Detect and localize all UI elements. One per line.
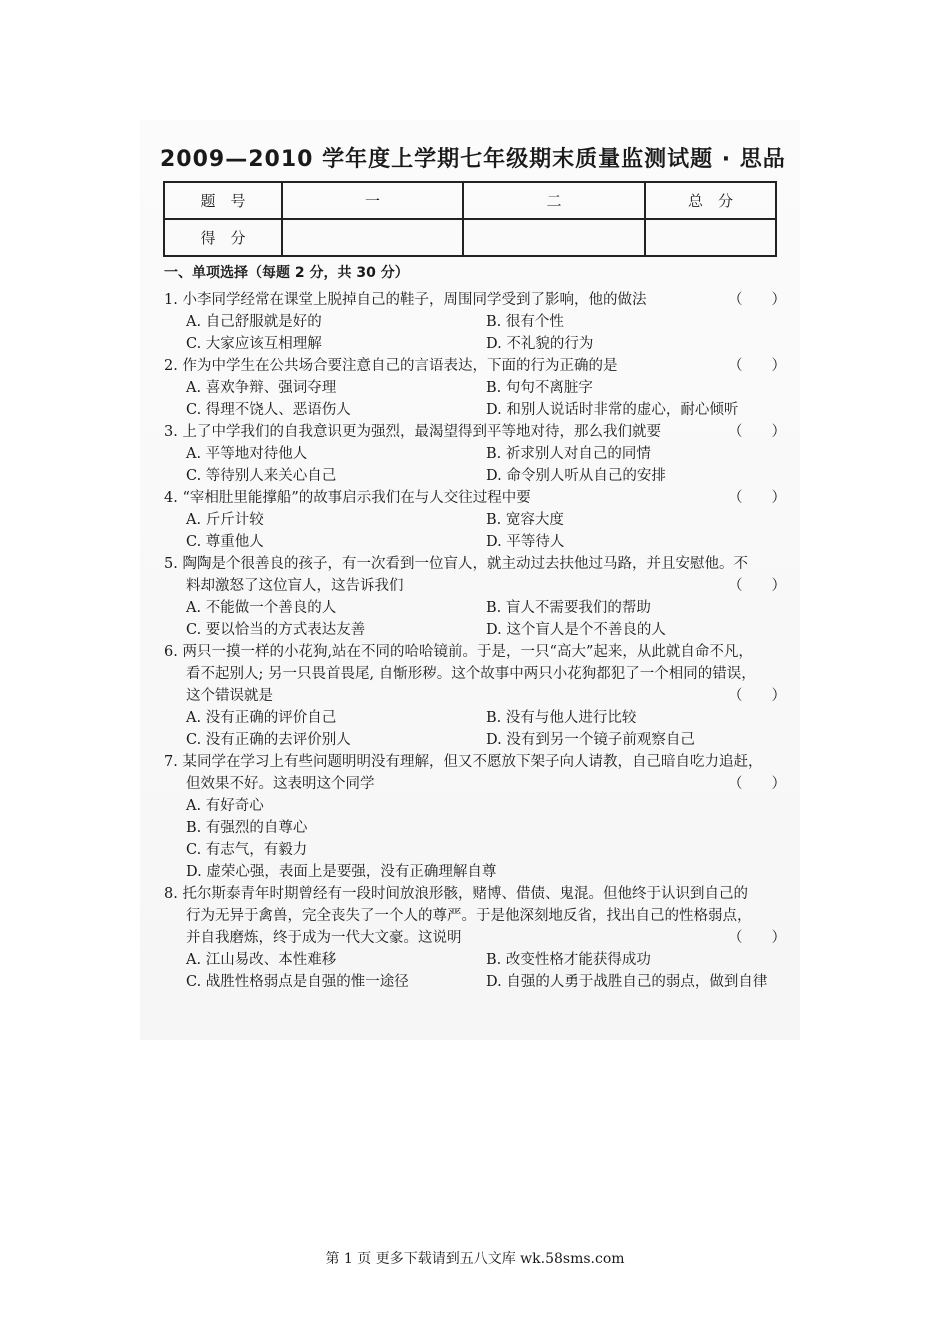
answer-blank[interactable]: （ ） <box>728 688 786 704</box>
question-stem: 但效果不好。这表明这个同学 <box>186 776 375 792</box>
answer-option: C. 等待别人来关心自己 <box>186 468 337 484</box>
score-table-score-row <box>164 219 776 256</box>
question-stem: 看不起别人; 另一只畏首畏尾, 自惭形秽。这个故事中两只小花狗都犯了一个相同的错误， <box>186 666 756 682</box>
answer-option: D. 和别人说话时非常的虚心，耐心倾听 <box>486 402 739 418</box>
answer-option: A. 有好奇心 <box>186 798 264 814</box>
answer-option: A. 自己舒服就是好的 <box>186 314 322 330</box>
question-stem: 6. 两只一摸一样的小花狗,站在不同的哈哈镜前。于是，一只“高大”起来，从此就自命不凡， <box>164 644 753 660</box>
score-cell: 得 分 <box>164 219 282 256</box>
question-stem: 5. 陶陶是个很善良的孩子，有一次看到一位盲人，就主动过去扶他过马路，并且安慰他。不 <box>164 556 748 572</box>
answer-option: C. 尊重他人 <box>186 534 264 550</box>
score-cell <box>282 219 463 256</box>
score-cell: 总 分 <box>645 182 776 219</box>
section-title: 一、单项选择（每题 2 分，共 30 分） <box>164 265 409 281</box>
score-cell: 一 <box>282 182 463 219</box>
answer-option: C. 有志气，有毅力 <box>186 842 308 858</box>
answer-option: C. 要以恰当的方式表达友善 <box>186 622 366 638</box>
answer-option: A. 平等地对待他人 <box>186 446 308 462</box>
answer-option: A. 喜欢争辩、强词夺理 <box>186 380 337 396</box>
answer-option: C. 没有正确的去评价别人 <box>186 732 351 748</box>
answer-option: D. 不礼貌的行为 <box>486 336 594 352</box>
answer-blank[interactable]: （ ） <box>728 292 786 308</box>
question-stem: 行为无异于禽兽，完全丧失了一个人的尊严。于是他深刻地反省，找出自己的性格弱点， <box>186 908 752 924</box>
answer-option: A. 江山易改、本性难移 <box>186 952 337 968</box>
answer-option: D. 虚荣心强，表面上是要强，没有正确理解自尊 <box>186 864 497 880</box>
score-cell <box>463 219 645 256</box>
answer-blank[interactable]: （ ） <box>728 490 786 506</box>
question-stem: 1. 小李同学经常在课堂上脱掉自己的鞋子，周围同学受到了影响，他的做法 <box>164 292 647 308</box>
answer-option: A. 不能做一个善良的人 <box>186 600 337 616</box>
answer-option: B. 祈求别人对自己的同情 <box>486 446 651 462</box>
answer-option: B. 宽容大度 <box>486 512 564 528</box>
answer-option: D. 这个盲人是个不善良的人 <box>486 622 666 638</box>
question-stem: 这个错误就是 <box>186 688 273 704</box>
question-stem: 2. 作为中学生在公共场合要注意自己的言语表达，下面的行为正确的是 <box>164 358 618 374</box>
answer-option: B. 改变性格才能获得成功 <box>486 952 651 968</box>
answer-blank[interactable]: （ ） <box>728 358 786 374</box>
answer-blank[interactable]: （ ） <box>728 424 786 440</box>
answer-option: D. 命令别人听从自己的安排 <box>486 468 666 484</box>
answer-option: C. 得理不饶人、恶语伤人 <box>186 402 351 418</box>
answer-option: B. 有强烈的自尊心 <box>186 820 308 836</box>
question-stem: 并自我磨炼，终于成为一代大文豪。这说明 <box>186 930 462 946</box>
answer-blank[interactable]: （ ） <box>728 578 786 594</box>
page-footer: 第 1 页 更多下载请到五八文库 wk.58sms.com <box>325 1251 625 1267</box>
exam-title: 2009—2010 学年度上学期七年级期末质量监测试题 · 思品 <box>160 147 786 172</box>
answer-option: C. 大家应该互相理解 <box>186 336 322 352</box>
question-stem: 8. 托尔斯泰青年时期曾经有一段时间放浪形骸，赌博、借债、鬼混。但他终于认识到自己的 <box>164 886 748 902</box>
answer-option: A. 斤斤计较 <box>186 512 264 528</box>
answer-blank[interactable]: （ ） <box>728 930 786 946</box>
question-stem: 7. 某同学在学习上有些问题明明没有理解，但又不愿放下架子向人请教，自己暗自吃力追赶， <box>164 754 763 770</box>
answer-option: D. 自强的人勇于战胜自己的弱点，做到自律 <box>486 974 768 990</box>
answer-option: A. 没有正确的评价自己 <box>186 710 337 726</box>
score-cell: 二 <box>463 182 645 219</box>
answer-option: D. 没有到另一个镜子前观察自己 <box>486 732 695 748</box>
answer-option: B. 没有与他人进行比较 <box>486 710 637 726</box>
answer-option: C. 战胜性格弱点是自强的惟一途径 <box>186 974 409 990</box>
answer-blank[interactable]: （ ） <box>728 776 786 792</box>
question-stem: 4. “宰相肚里能撑船”的故事启示我们在与人交往过程中要 <box>164 490 531 506</box>
score-cell: 题 号 <box>164 182 282 219</box>
answer-option: D. 平等待人 <box>486 534 565 550</box>
answer-option: B. 盲人不需要我们的帮助 <box>486 600 651 616</box>
answer-option: B. 很有个性 <box>486 314 564 330</box>
question-stem: 料却激怒了这位盲人，这告诉我们 <box>186 578 404 594</box>
question-stem: 3. 上了中学我们的自我意识更为强烈，最渴望得到平等地对待，那么我们就要 <box>164 424 661 440</box>
answer-option: B. 句句不离脏字 <box>486 380 593 396</box>
score-cell <box>645 219 776 256</box>
score-table <box>163 181 777 257</box>
score-table-header-row <box>164 182 776 219</box>
